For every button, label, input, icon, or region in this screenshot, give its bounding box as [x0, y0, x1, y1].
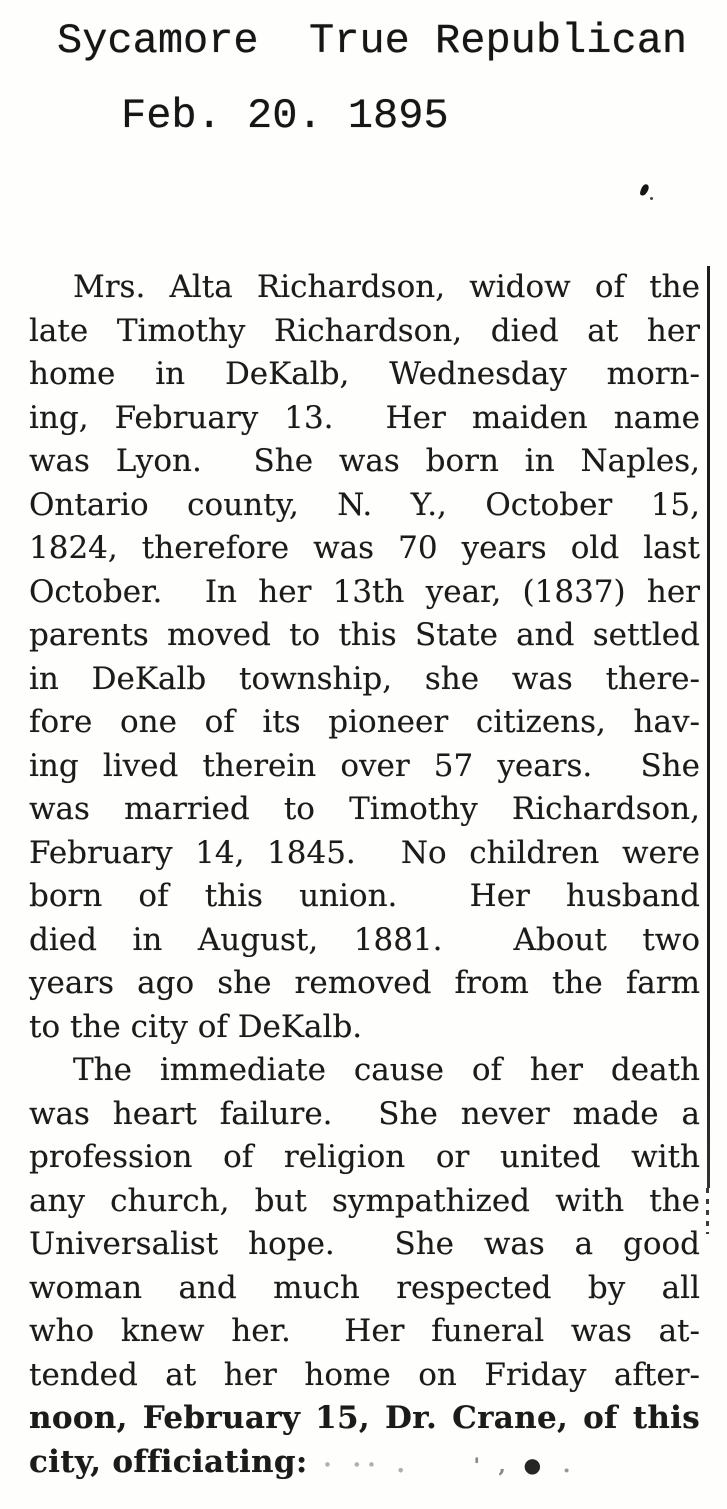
ink-speck — [650, 197, 653, 200]
article-line: ing lived therein over 57 years. She — [29, 747, 700, 784]
smudge-dots: · ·· . — [323, 1451, 412, 1478]
article-line: October. In her 13th year, (1837) her — [29, 573, 700, 610]
article-line: noon, February 15, Dr. Crane, of this — [29, 1400, 700, 1436]
article-line: was Lyon. She was born in Naples, — [29, 443, 700, 479]
article-line: any church, but sympathized with the — [29, 1182, 700, 1219]
article-line: years ago she removed from the farm — [29, 965, 700, 1001]
article-line: 1824, therefore was 70 years old last — [29, 530, 700, 566]
article-line: parents moved to this State and settled — [29, 617, 700, 653]
article-line: tended at her home on Friday after- — [29, 1356, 700, 1393]
article-line: fore one of its pioneer citizens, hav- — [29, 704, 700, 740]
smudge-dot: . — [563, 1452, 571, 1477]
ink-blob: ● — [523, 1452, 542, 1477]
article-line: Universalist hope. She was a good — [29, 1226, 700, 1262]
article-line: city, officiating: · ·· . ' , ● . — [29, 1443, 571, 1480]
ink-speck — [639, 183, 649, 197]
article-line: The immediate cause of her death — [73, 1052, 700, 1088]
newspaper-title: Sycamore True Republican — [57, 17, 688, 65]
column-rule — [707, 266, 710, 1188]
article-line: woman and much respected by all — [29, 1269, 700, 1306]
smudge-marks: ' , — [473, 1452, 512, 1477]
article-line: late Timothy Richardson, died at her — [29, 312, 700, 349]
newspaper-date: Feb. 20. 1895 — [121, 92, 449, 140]
column-rule-faded — [706, 1188, 709, 1234]
article-line: in DeKalb township, she was there- — [29, 660, 700, 697]
article-line: ing, February 13. Her maiden name — [29, 399, 700, 436]
article-line: profession of religion or united with — [29, 1139, 700, 1175]
article-body — [29, 266, 700, 1484]
article-line: home in DeKalb, Wednesday morn- — [29, 356, 700, 392]
article-line: who knew her. Her funeral was at- — [29, 1313, 700, 1349]
article-line: born of this union. Her husband — [29, 878, 700, 914]
paragraph — [29, 1049, 700, 1484]
article-line: Ontario county, N. Y., October 15, — [29, 486, 700, 523]
article-line: was heart failure. She never made a — [29, 1095, 700, 1132]
article-line: Mrs. Alta Richardson, widow of the — [73, 269, 700, 305]
article-line: to the city of DeKalb. — [29, 1008, 363, 1045]
article-line: died in August, 1881. About two — [29, 921, 700, 958]
article-line: February 14, 1845. No children were — [29, 834, 700, 871]
paragraph — [29, 266, 700, 1049]
article-line: was married to Timothy Richardson, — [29, 791, 700, 827]
